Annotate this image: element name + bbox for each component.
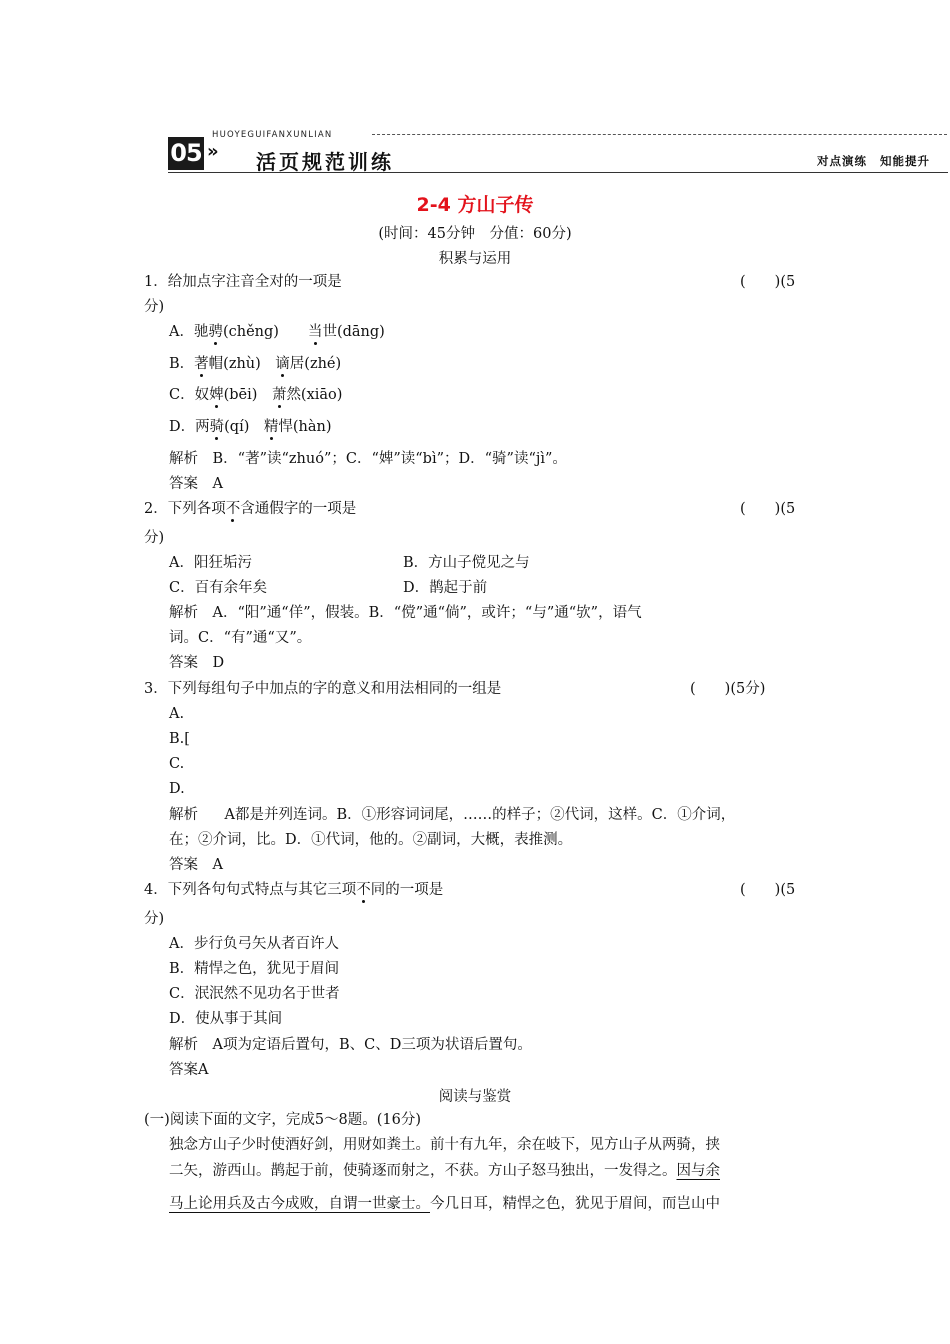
header-rule — [168, 172, 948, 173]
q3-option-c: C. — [169, 756, 185, 772]
q4-score: ( )(5 — [740, 882, 796, 898]
passage-line2: 二矢，游西山。鹊起于前，使骑逐而射之，不获。方山子怒马独出，一发得之。因与余 — [169, 1163, 720, 1179]
section-heading-accumulation: 积累与运用 — [438, 251, 512, 267]
q1-option-a: A．驰骋(chěng) 当世(dāng) — [169, 324, 385, 340]
q3-option-b: B.[ — [169, 731, 190, 747]
q4-option-b: B．精悍之色，犹见于眉间 — [169, 961, 340, 977]
passage-line1: 独念方山子少时使酒好剑，用财如粪土。前十有九年，余在岐下，见方山子从两骑，挟 — [169, 1137, 720, 1153]
header-tagline: 对点演练 知能提升 — [816, 154, 930, 168]
q1-score-cont: 分) — [144, 299, 165, 315]
header-dotted-rule — [372, 134, 947, 135]
q3-option-d: D. — [169, 781, 185, 797]
q2-stem: 2．下列各项不含通假字的一项是 — [144, 501, 357, 517]
q3-analysis-line1: 解析 A都是并列连词。B．①形容词词尾，……的样子；②代词，这样。C．①介词， — [169, 807, 736, 823]
section-number-badge: 05 — [168, 137, 204, 170]
q2-option-d: D．鹊起于前 — [403, 580, 488, 596]
q3-answer: 答案 A — [169, 857, 223, 873]
q1-option-c: C．奴婢(bēi) 萧然(xiāo) — [169, 387, 343, 403]
q3-option-a: A. — [169, 706, 185, 722]
header-title: 活页规范训练 — [256, 150, 394, 174]
q2-option-c: C．百有余年矣 — [169, 580, 268, 596]
q1-option-d: D．两骑(qí) 精悍(hàn) — [169, 419, 332, 435]
q2-score-cont: 分) — [144, 530, 165, 546]
underlined-sentence-part2: 马上论用兵及古今成败，自谓一世豪士。 — [169, 1196, 430, 1212]
q4-option-a: A．步行负弓矢从者百许人 — [169, 936, 339, 952]
q3-score: ( )(5分) — [690, 681, 766, 697]
q1-analysis: 解析 B．“著”读“zhuó”；C．“婢”读“bì”；D．“骑”读“jì”。 — [169, 451, 567, 467]
q1-option-b: B．著帽(zhù) 谪居(zhé) — [169, 356, 342, 372]
q2-analysis-line2: 词。C．“有”通“又”。 — [169, 630, 312, 646]
q2-option-a: A．阳狂垢污 — [169, 555, 252, 571]
passage-line3: 马上论用兵及古今成败，自谓一世豪士。今几日耳，精悍之色，犹见于眉间，而岂山中 — [169, 1196, 720, 1212]
q3-stem: 3．下列每组句子中加点的字的意义和用法相同的一组是 — [144, 681, 502, 697]
double-chevron-icon: » — [207, 141, 219, 162]
section-heading-reading: 阅读与鉴赏 — [438, 1089, 512, 1105]
q2-option-b: B．方山子傥见之与 — [403, 555, 530, 571]
q1-stem: 1．给加点字注音全对的一项是 — [144, 274, 342, 290]
q4-analysis: 解析 A项为定语后置句，B、C、D三项为状语后置句。 — [169, 1037, 532, 1053]
reading-intro: (一)阅读下面的文字，完成5～8题。(16分) — [144, 1112, 422, 1128]
q4-option-d: D．使从事于其间 — [169, 1011, 283, 1027]
q1-score: ( )(5 — [740, 274, 796, 290]
q2-score: ( )(5 — [740, 501, 796, 517]
q2-analysis-line1: 解析 A．“阳”通“佯”，假装。B．“傥”通“倘”，或许；“与”通“欤”，语气 — [169, 605, 642, 621]
q2-answer: 答案 D — [169, 655, 225, 671]
underlined-sentence-part1: 因与余 — [676, 1163, 720, 1179]
time-score-meta: (时间：45分钟 分值：60分) — [378, 226, 572, 242]
q4-option-c: C．泯泯然不见功名于世者 — [169, 986, 340, 1002]
q1-answer: 答案 A — [169, 476, 223, 492]
q4-stem: 4．下列各句句式特点与其它三项不同的一项是 — [144, 882, 444, 898]
header-pinyin: HUOYEGUIFANXUNLIAN — [212, 130, 333, 140]
q3-analysis-line2: 在；②介词，比。D．①代词，他的。②副词，大概，表推测。 — [169, 832, 573, 848]
q4-answer: 答案A — [169, 1062, 209, 1078]
document-title: 2-4 方山子传 — [416, 194, 534, 216]
q4-score-cont: 分) — [144, 911, 165, 927]
